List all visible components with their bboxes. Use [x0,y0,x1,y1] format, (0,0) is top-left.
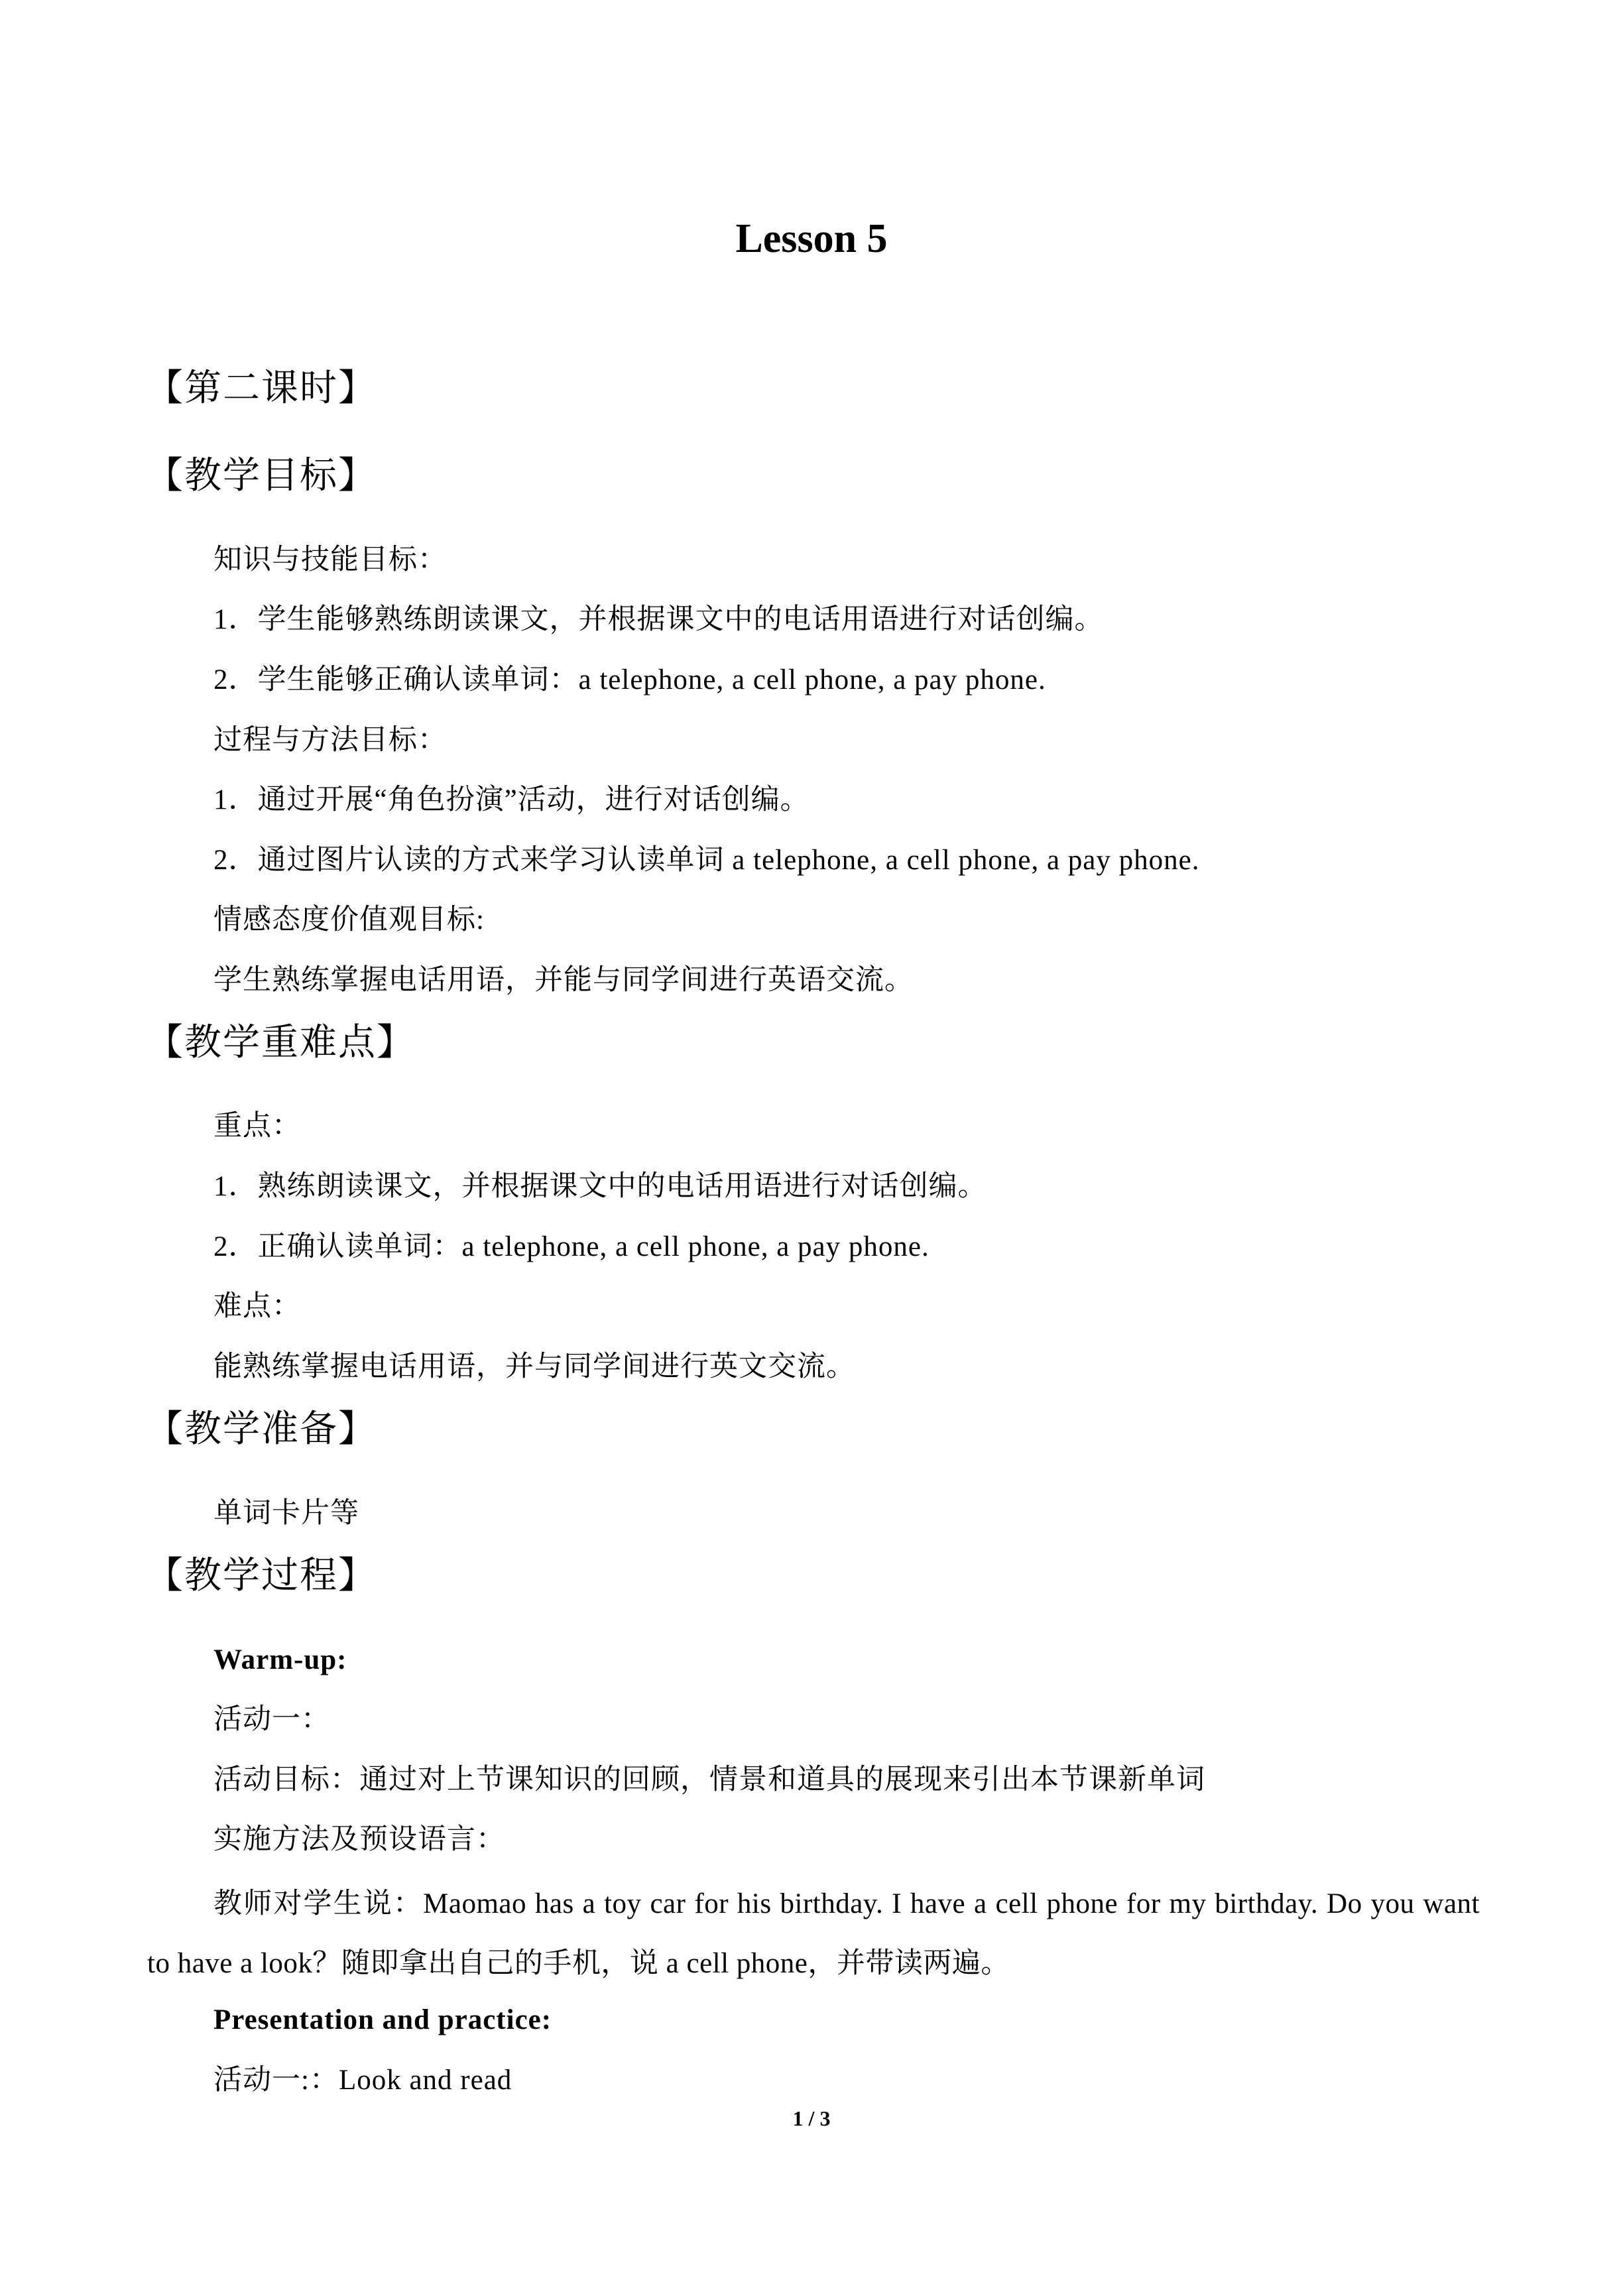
activity1-method: 实施方法及预设语言： [213,1824,505,1855]
emotion-label: 情感态度价值观目标: [213,904,485,936]
difficult-item-1: 能熟练掌握电话用语，并与同学间进行英文交流。 [213,1351,855,1382]
warmup-label: Warm-up: [213,1644,347,1675]
activity1-paragraph: 教师对学生说：Maomao has a toy car for his birthday. I have a cell phone for my birthday. Do you want to have a look？随即拿出自己的手机，说 a cell phone，并带读两遍。 [147,1888,1480,1979]
key-label: 重点： [213,1111,301,1142]
difficult-label: 难点： [213,1291,301,1322]
process-item-2: 2．通过图片认读的方式来学习认读单词 a telephone, a cell phone, a pay phone. [213,845,1200,876]
section-heading-process: 【教学过程】 [146,1555,377,1597]
section-heading-period: 【第二课时】 [146,368,377,409]
section-heading-objectives: 【教学目标】 [146,455,377,497]
section-heading-preparation: 【教学准备】 [146,1409,377,1450]
preparation-content: 单词卡片等 [213,1498,359,1529]
emotion-item-1: 学生熟练掌握电话用语，并能与同学间进行英语交流。 [213,965,914,996]
knowledge-item-1: 1．学生能够熟练朗读课文，并根据课文中的电话用语进行对话创编。 [213,604,1104,635]
activity1-label: 活动一： [213,1704,330,1735]
process-item-1: 1．通过开展“角色扮演”活动，进行对话创编。 [213,784,810,816]
section-heading-key-points: 【教学重难点】 [146,1022,415,1063]
key-item-2: 2．正确认读单词：a telephone, a cell phone, a pay phone. [213,1231,930,1262]
key-item-1: 1．熟练朗读课文，并根据课文中的电话用语进行对话创编。 [213,1171,987,1202]
knowledge-label: 知识与技能目标： [213,544,447,575]
presentation-label: Presentation and practice: [213,2004,552,2035]
activity1-goal: 活动目标：通过对上节课知识的回顾，情景和道具的展现来引出本节课新单词 [213,1764,1205,1795]
page-title: Lesson 5 [735,216,888,261]
activity-look-read: 活动一:：Look and read [213,2065,512,2096]
page-number: 1 / 3 [792,2106,831,2130]
process-label: 过程与方法目标： [213,725,447,756]
knowledge-item-2: 2．学生能够正确认读单词：a telephone, a cell phone, a pay phone. [213,664,1046,695]
